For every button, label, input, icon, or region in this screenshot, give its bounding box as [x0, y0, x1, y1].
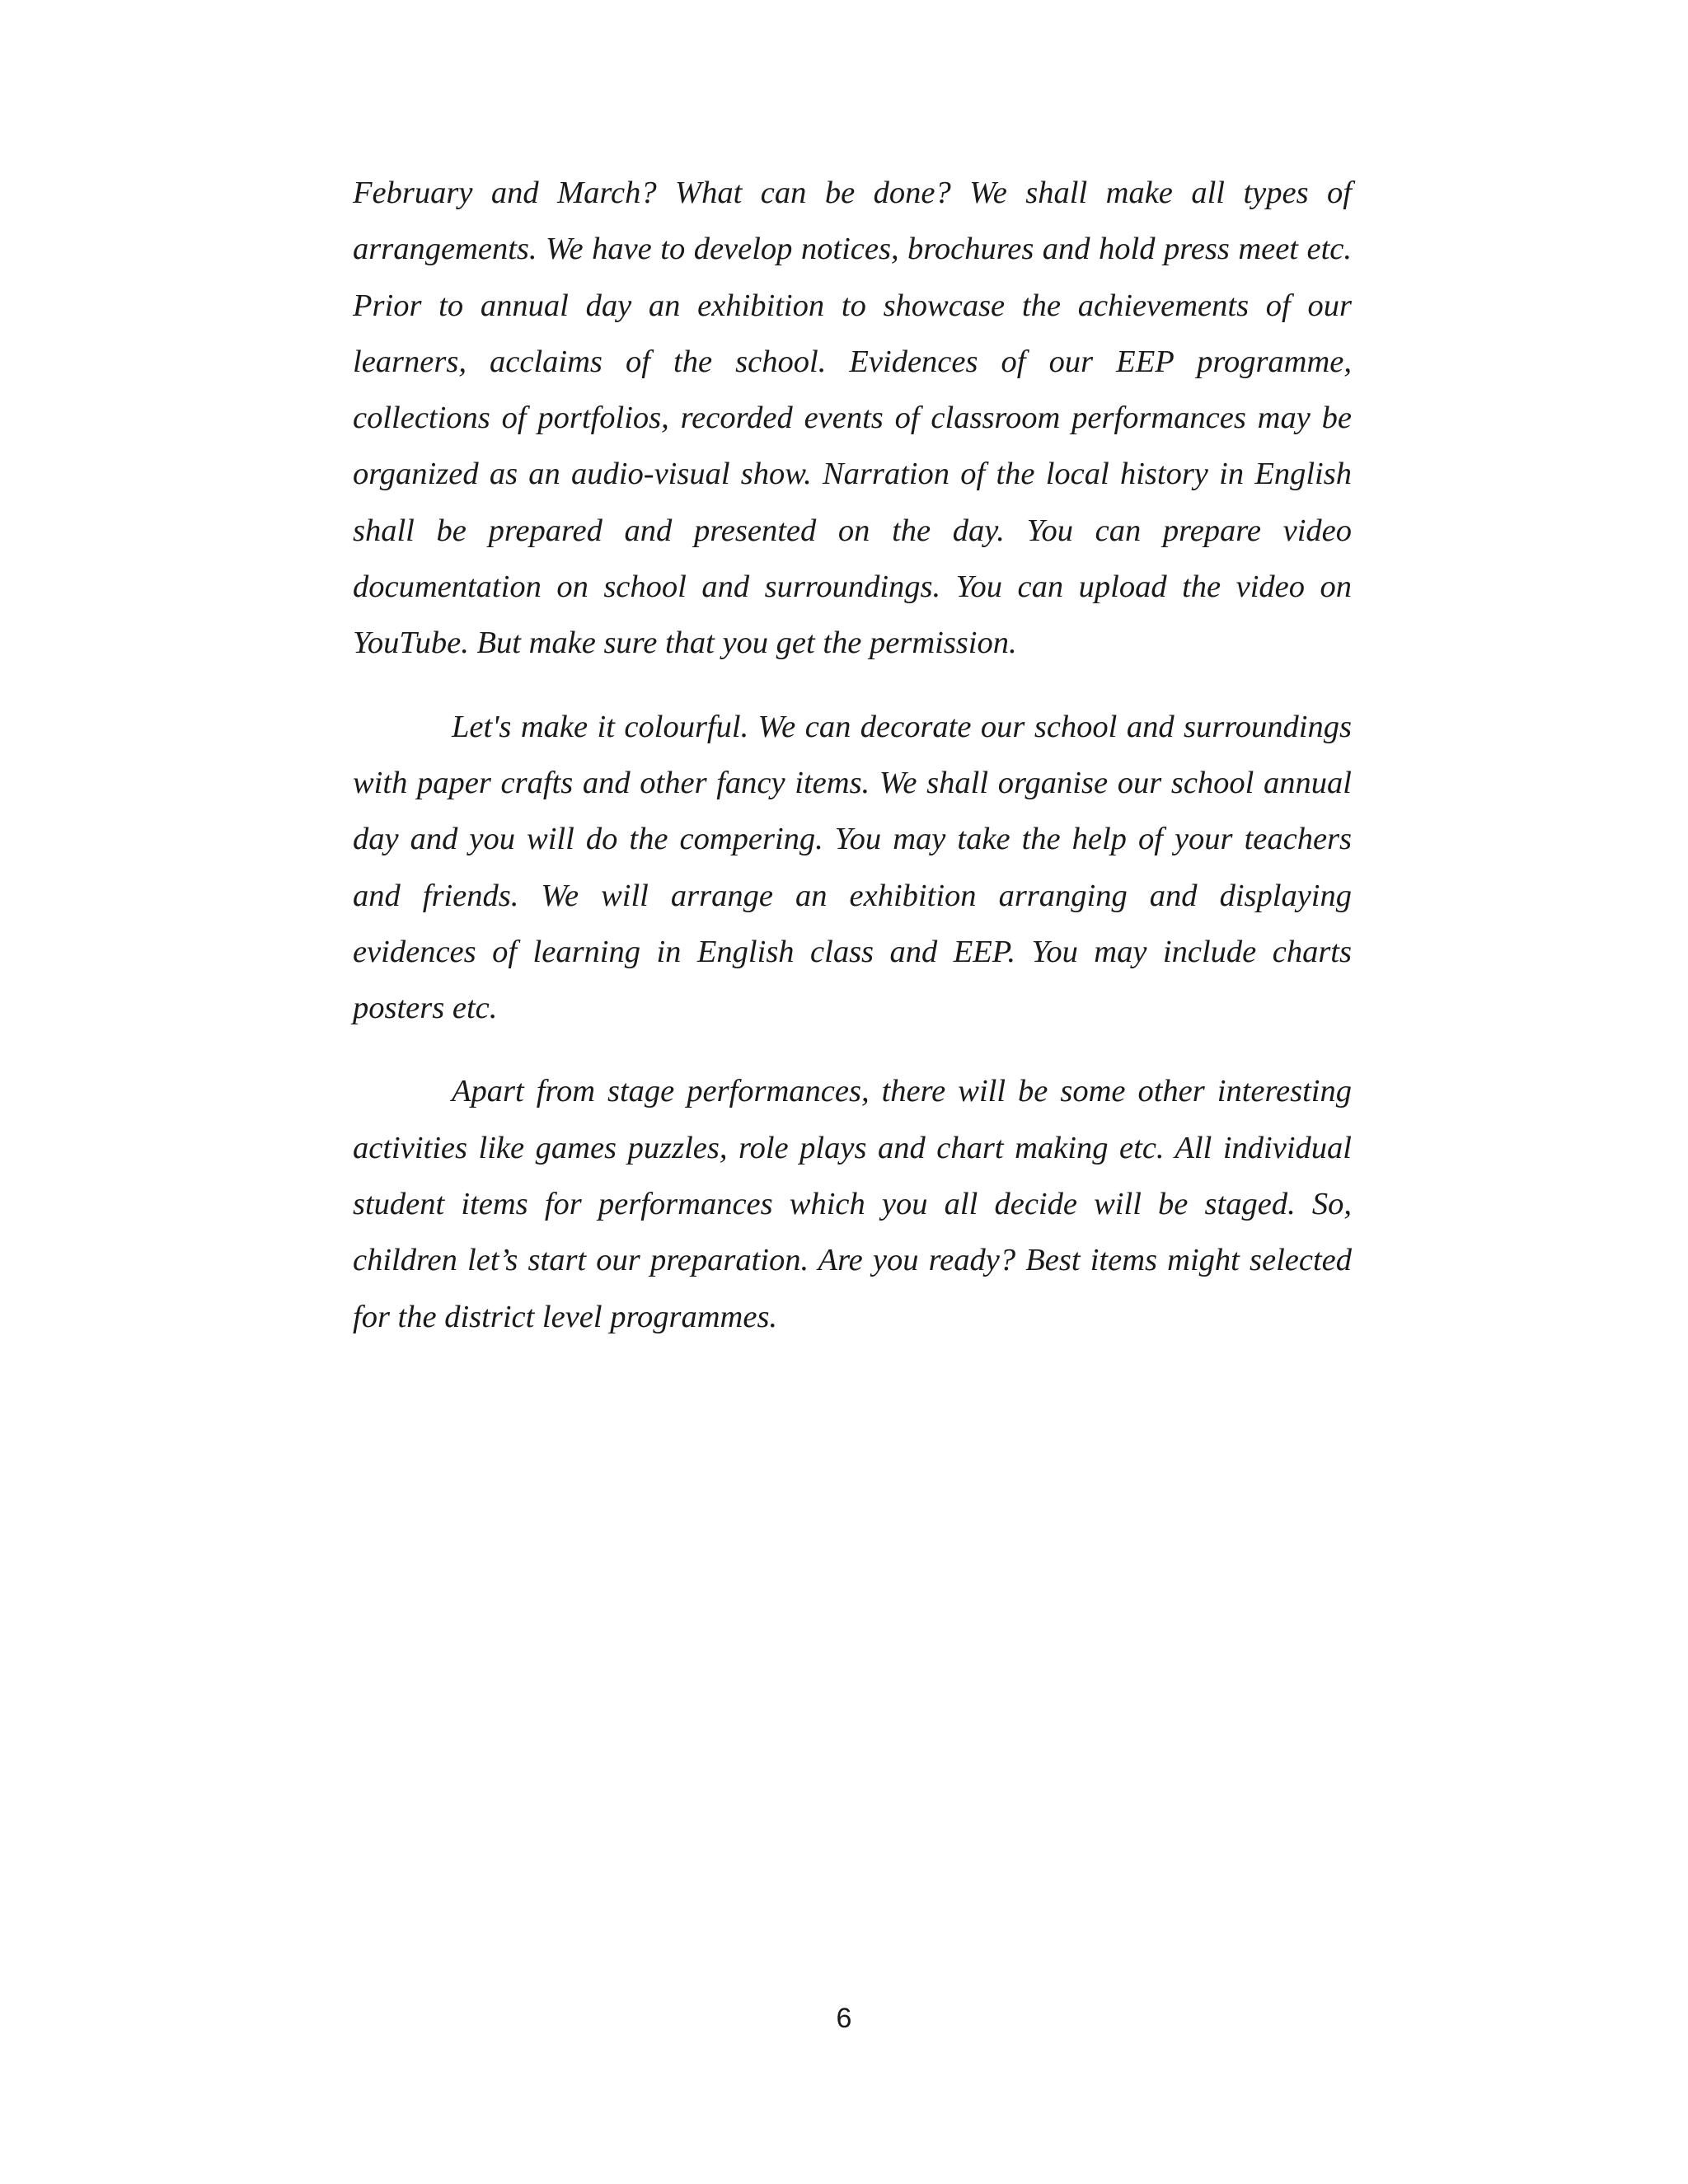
- paragraph-1: February and March? What can be done? We shall make all types of arrangements. We have to develop notices, brochures and hold press meet etc. Prior to annual day an exhibition to showcase the achievements of our learners, acclaims of the school. Evidences of our EEP programme, collections of portfolios, recorded events of classroom performances may be organized as an audio-visual show. Narration of the local history in English shall be prepared and presented on the day. You can prepare video documentation on school and surroundings. You can upload the video on YouTube. But make sure that you get the permission.: [353, 176, 1352, 661]
- body-text: [353, 165, 1352, 1372]
- paragraph-3: Apart from stage performances, there will be some other interesting activities like games puzzles, role plays and chart making etc. All individual student items for performances which you all decide will be staged. So, children let’s start our preparation. Are you ready? Best items might selected for the district level programmes.: [353, 1074, 1352, 1334]
- paragraph-2: Let's make it colourful. We can decorate our school and surroundings with paper crafts and other fancy items. We shall organise our school annual day and you will do the compering. You may take the help of your teachers and friends. We will arrange an exhibition arranging and displaying evidences of learning in English class and EEP. You may include charts posters etc.: [353, 709, 1352, 1026]
- page-number: 6: [836, 2003, 852, 2034]
